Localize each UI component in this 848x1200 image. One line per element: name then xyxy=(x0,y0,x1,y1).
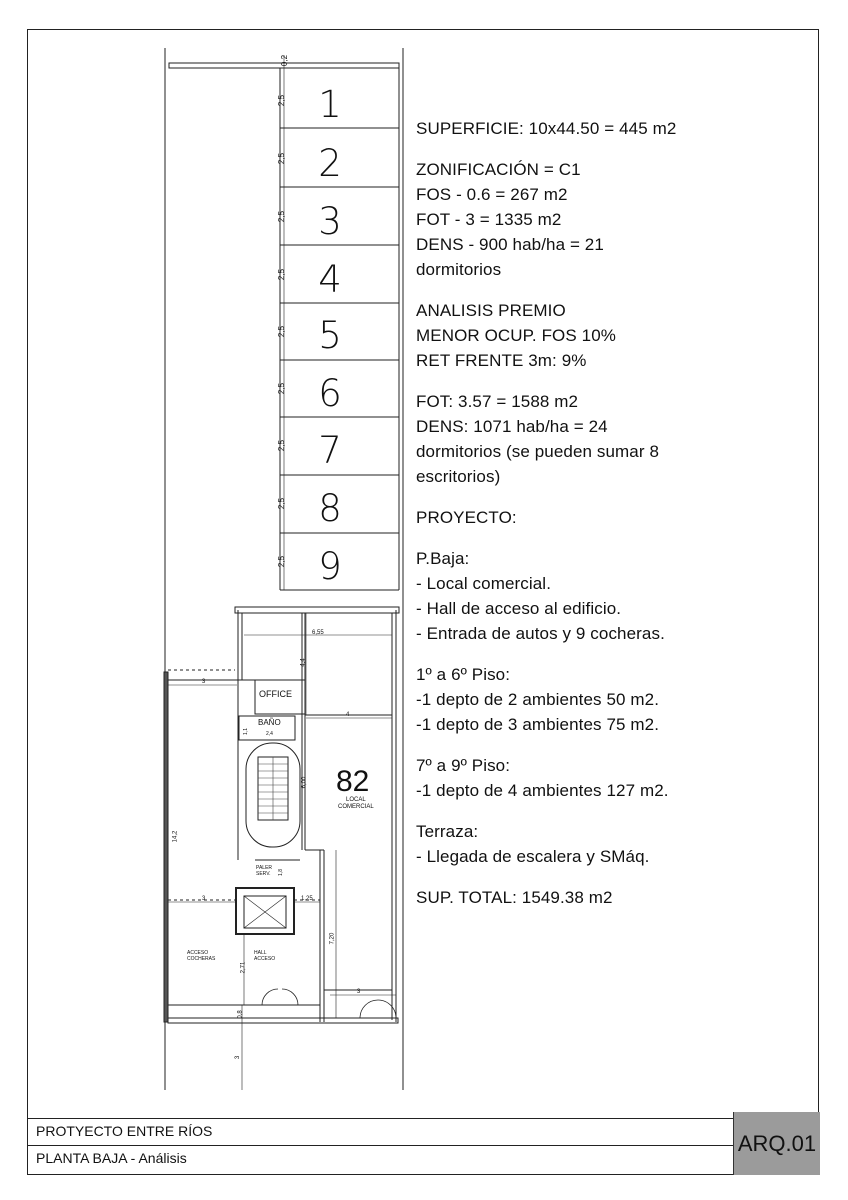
parking-number-3: 3 xyxy=(318,200,342,243)
note-line: RET FRENTE 3m: 9% xyxy=(416,351,587,370)
sheet-code: ARQ.01 xyxy=(733,1112,820,1175)
dim-3b: 3 xyxy=(202,896,206,902)
note-line: PROYECTO: xyxy=(416,508,517,527)
note-line: - Local comercial. xyxy=(416,574,552,593)
stall-dim-3: 2,5 xyxy=(277,210,287,223)
stall-dim-7: 2,5 xyxy=(277,439,287,452)
left-wall xyxy=(164,672,168,1022)
analysis-notes xyxy=(416,116,746,910)
front-wall xyxy=(168,1018,398,1023)
parking-number-8: 8 xyxy=(318,487,342,530)
dim-600: 6,00 xyxy=(301,776,308,789)
bano-label: BAÑO xyxy=(258,718,281,727)
hall-acceso-label: HALL ACCESO xyxy=(254,950,276,962)
door-arc-front-left xyxy=(360,1000,378,1018)
note-line: DENS: 1071 hab/ha = 24 xyxy=(416,417,608,436)
parking-number-2: 2 xyxy=(318,142,342,185)
note-line: ANALISIS PREMIO xyxy=(416,301,566,320)
acceso-cocheras-label: ACCESO COCHERAS xyxy=(187,950,216,962)
stall-dim-9: 2,5 xyxy=(277,555,287,568)
dim-3d: 3 xyxy=(235,1055,242,1060)
note-line: MENOR OCUP. FOS 10% xyxy=(416,326,616,345)
parking-number-7: 7 xyxy=(318,429,342,472)
stall-dim-1: 2,5 xyxy=(277,94,287,107)
note-line: - Hall de acceso al edificio. xyxy=(416,599,622,618)
office-label: OFFICE xyxy=(259,689,292,699)
note-line: escritorios) xyxy=(416,467,501,486)
parking-number-5: 5 xyxy=(318,314,342,357)
stall-dim-4: 2,5 xyxy=(277,268,287,281)
dim-125: 1,25 xyxy=(301,896,313,902)
note-line: DENS - 900 hab/ha = 21 xyxy=(416,235,604,254)
local-label: LOCAL COMERCIAL xyxy=(338,797,374,810)
stall-dim-6: 2,5 xyxy=(277,382,287,395)
parking-number-1: 1 xyxy=(318,83,342,126)
dim-655: 6,55 xyxy=(312,630,324,636)
note-line: -1 depto de 3 ambientes 75 m2. xyxy=(416,715,660,734)
note-line: SUPERFICIE: 10x44.50 = 445 m2 xyxy=(416,119,677,138)
note-line: - Entrada de autos y 9 cocheras. xyxy=(416,624,665,643)
stall-dim-8: 2,5 xyxy=(277,497,287,510)
door-arc-front-right xyxy=(378,1000,396,1018)
note-line: FOS - 0.6 = 267 m2 xyxy=(416,185,568,204)
stall-dim-5: 2,5 xyxy=(277,325,287,338)
note-line: -1 depto de 4 ambientes 127 m2. xyxy=(416,781,669,800)
parking-number-4: 4 xyxy=(318,258,342,301)
dim-3a: 3 xyxy=(202,679,206,685)
note-line: P.Baja: xyxy=(416,549,470,568)
note-line: -1 depto de 2 ambientes 50 m2. xyxy=(416,690,660,709)
dim-720: 7,20 xyxy=(329,932,336,945)
door-arc-left xyxy=(262,989,278,1005)
project-title: PROTYECTO ENTRE RÍOS xyxy=(28,1118,733,1143)
sheet-title: PLANTA BAJA - Análisis xyxy=(28,1145,733,1170)
dim-271: 2,71 xyxy=(240,961,247,974)
paler-label: PALER SERV. xyxy=(256,865,273,877)
note-line: 7º a 9º Piso: xyxy=(416,756,511,775)
note-line: dormitorios (se pueden sumar 8 xyxy=(416,442,660,461)
dim-44: 4,4 xyxy=(300,658,307,667)
dim-4: 4 xyxy=(346,712,350,718)
building-rear-wall xyxy=(235,607,399,613)
dim-08: 0,8 xyxy=(237,1010,244,1019)
local-number: 82 xyxy=(336,765,370,798)
dim-18: 1,8 xyxy=(277,869,284,876)
note-line: ZONIFICACIÓN = C1 xyxy=(416,160,581,179)
note-line: 1º a 6º Piso: xyxy=(416,665,511,684)
parking-number-6: 6 xyxy=(318,372,342,415)
note-line: - Llegada de escalera y SMáq. xyxy=(416,847,650,866)
dim-3c: 3 xyxy=(357,989,361,995)
stall-dim-2: 2,5 xyxy=(277,152,287,165)
door-arc-right xyxy=(282,989,298,1005)
note-line: FOT - 3 = 1335 m2 xyxy=(416,210,562,229)
dim-142: 14,2 xyxy=(172,830,179,843)
dim-11: 1,1 xyxy=(242,728,249,735)
note-line: Terraza: xyxy=(416,822,479,841)
note-line: FOT: 3.57 = 1588 m2 xyxy=(416,392,579,411)
parking-number-9: 9 xyxy=(318,545,342,588)
dim-top: 0,2 xyxy=(280,54,290,67)
note-line: dormitorios xyxy=(416,260,502,279)
dim-24: 2,4 xyxy=(266,731,273,737)
note-line: SUP. TOTAL: 1549.38 m2 xyxy=(416,888,613,907)
